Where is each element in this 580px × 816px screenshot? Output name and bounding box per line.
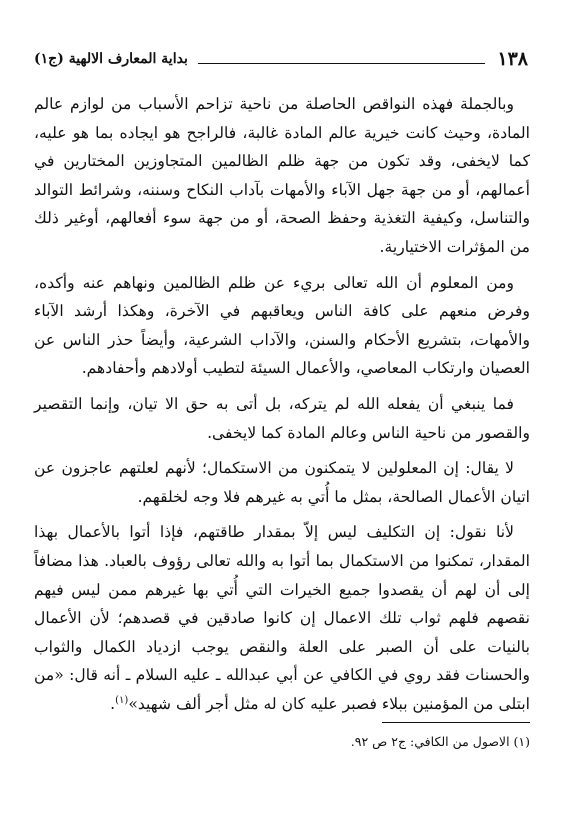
- main-text: [34, 90, 530, 718]
- paragraph: وبالجملة فهذه النواقص الحاصلة من ناحية تزاحم الأسباب من لوازم عالم المادة، وحيث كانت خيرية عالم المادة غالبة، فالراجح هو ايجاده بما هو عليه، كما لايخفى، وقد تكون من جهة ظلم الظالمين المتجاوزين المختارين في أعمالهم، أو من جهة جهل الآباء والأمهات بآداب النكاح وسننه، وشرائط التوالد والتناسل، وكيفية التغذية وحفظ الصحة، أو من جهة سوء أفعالهم، أوغير ذلك من المؤثرات الاختيارية.: [34, 95, 530, 256]
- footnote: (١) الاصول من الكافي: ج٢ ص ٩٢.: [350, 734, 530, 749]
- page-number: ١٣٨: [497, 48, 528, 70]
- paragraph: فما ينبغي أن يفعله الله لم يتركه، بل أتى به حق الا تيان، وإنما التقصير والقصور من ناحية الناس وعالم المادة كما لايخفى.: [34, 394, 530, 442]
- final-period: .: [110, 694, 116, 713]
- footnote-separator: [382, 722, 530, 723]
- footnote-reference[interactable]: (١): [115, 694, 129, 706]
- paragraph-with-footnote: [34, 518, 530, 718]
- header-rule: [198, 63, 486, 64]
- paragraph-text: لأنا نقول: إن التكليف ليس إلاّ بمقدار طاقتهم، فإذا أتوا بالأعمال بهذا المقدار، تمكنوا من الاستكمال بما أتوا به والله تعالى رؤوف بالعباد. هذا مضافاً إلى أن لهم أن يقصدوا جميع الخيرات التي أُتي بها غيرهم ممن ليس فيهم نقصهم فلهم ثواب تلك الاعمال إن كانوا صادقين في قصدهم؛ لأن الأعمال بالنيات على أن الصبر على العلة والنقص يوجب ازدياد الكمال والثواب والحسنات فقد روي في الكافي عن أبي عبدالله ـ عليه السلام ـ أنه قال: «من ابتلى من المؤمنين ببلاء فصبر عليه كان له مثل أجر ألف شهيد»: [34, 523, 530, 713]
- paragraph: لا يقال: إن المعلولين لا يتمكنون من الاستكمال؛ لأنهم لعلتهم عاجزون عن اتيان الأعمال الصالحة، بمثل ما أُتي به غيرهم فلا وجه لخلقهم.: [34, 459, 530, 506]
- running-title: بداية المعارف الالهية (ج١): [34, 51, 188, 67]
- page-header: [34, 44, 528, 70]
- paragraph: ومن المعلوم أن الله تعالى بريء عن ظلم الظالمين ونهاهم عنه وأكده، وفرض منعهم على كافة الناس ويعاقبهم في الآخرة، وهكذا أرشد الآباء والأمهات، بتشريع الأحكام والسنن، والآداب الشرعية، وأيضاً حذر الناس عن العصيان وارتكاب المعاصي، والأعمال السيئة لتطيب أولادهم وأحفادهم.: [34, 273, 530, 378]
